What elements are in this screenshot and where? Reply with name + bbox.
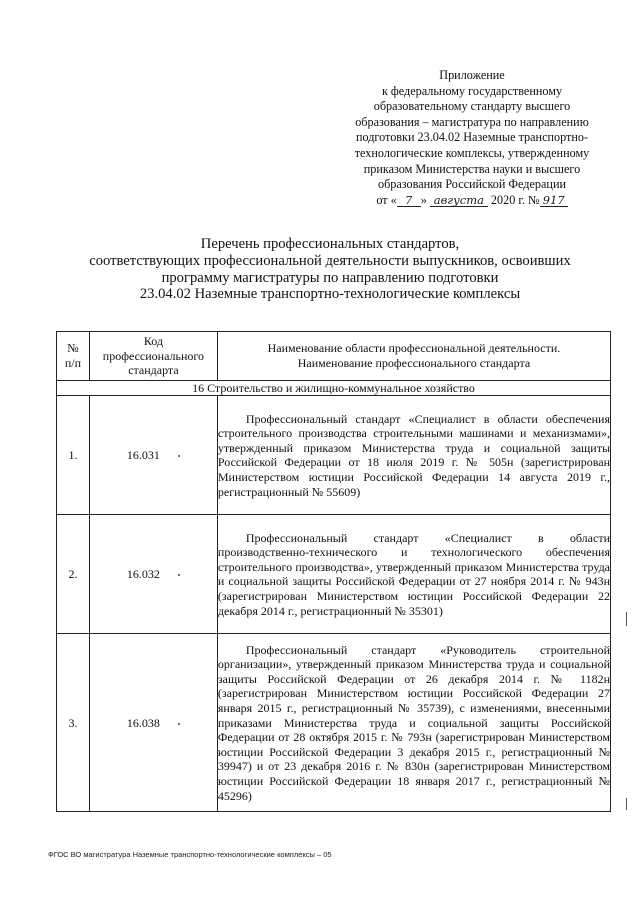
row-code xyxy=(89,634,217,812)
row-number: 1. xyxy=(57,396,90,515)
table-header-row xyxy=(57,332,611,381)
header-code-line: стандарта xyxy=(128,363,179,378)
date-mid: » xyxy=(420,192,427,207)
title-line: 23.04.02 Наземные транспортно-технологические комплексы xyxy=(139,286,521,303)
appendix-block xyxy=(337,68,607,208)
appendix-line: образовательному стандарту высшего xyxy=(373,99,571,114)
table-row xyxy=(57,634,611,812)
header-code-line: профессионального xyxy=(102,348,205,363)
row-description xyxy=(217,515,610,634)
table-row xyxy=(57,396,611,515)
row-code-text: 16.032 xyxy=(126,567,160,582)
appendix-line: подготовки 23.04.02 Наземные транспортно- xyxy=(355,130,589,145)
standards-table xyxy=(56,331,611,812)
appendix-line: образования Российской Федерации xyxy=(377,177,566,192)
row-code xyxy=(89,396,217,515)
appendix-line: технологические комплексы, утвержденному xyxy=(354,145,590,160)
row-description xyxy=(217,634,610,812)
row-code-text: 16.031 xyxy=(126,448,160,463)
handwritten-order-number: 917 xyxy=(540,194,568,207)
row-code-text: 16.038 xyxy=(126,715,160,730)
scan-mark-icon xyxy=(626,612,627,626)
date-prefix: от « xyxy=(376,192,397,207)
handwritten-day: 7 xyxy=(397,194,421,207)
row-description-text: Профессиональный стандарт «Специалист в области обеспечения строительного производства строительными машинами и механизмами», утвержденный приказом Министерства труда и социальной защиты Российской Федерации от 18 июля 2019 г. № 505н (зарегистрирован Министерством юстиции Российской Федерации 14 августа 2019 г., регистрационный № 55609) xyxy=(217,411,610,499)
header-name-line: Наименование профессионального стандарта xyxy=(297,355,531,370)
appendix-line: приказом Министерства науки и высшего xyxy=(363,161,581,176)
scan-mark-icon xyxy=(626,798,627,810)
date-year: 2020 г. № xyxy=(490,192,540,207)
row-description xyxy=(217,396,610,515)
table-row xyxy=(57,515,611,634)
header-num-line: № xyxy=(67,341,79,356)
title-line: Перечень профессиональных стандартов, xyxy=(200,236,460,252)
header-name xyxy=(217,332,610,381)
document-title xyxy=(40,236,620,303)
scan-dot-icon xyxy=(178,574,180,576)
appendix-line: к федеральному государственному xyxy=(381,83,563,98)
header-code-line: Код xyxy=(143,334,163,348)
title-line: программу магистратуры по направлению подготовки xyxy=(161,269,499,286)
appendix-line: образования – магистратура по направлению xyxy=(355,114,589,129)
row-description-text: Профессиональный стандарт «Руководитель строительной организации», утвержденный приказом Министерства труда и социальной защиты Российской Федерации от 26 декабря 2014 г. № 1182н (зарегистрирован Министерством юстиции Российской Федерации 27 января 2015 г., регистрационный № 35739), с изменениями, внесенными приказами Министерства труда и социальной защиты Российской Федерации от 28 октября 2015 г. № 793н (зарегистрирован Министерством юстиции Российской Федерации 3 декабря 2015 г., регистрационный № 39947) и от 23 декабря 2016 г. № 830н (зарегистрирован Министерством юстиции Российской Федерации 18 января 2017 г., регистрационный № 45296) xyxy=(217,642,610,803)
order-date-line xyxy=(337,193,607,209)
row-code xyxy=(89,515,217,634)
header-name-line: Наименование области профессиональной деятельности. xyxy=(267,341,561,356)
row-number: 2. xyxy=(57,515,90,634)
page-footer: ФГОС ВО магистратура Наземные транспортно-технологические комплексы – 05 xyxy=(48,850,332,859)
scan-dot-icon xyxy=(178,723,180,725)
scan-dot-icon xyxy=(178,455,180,457)
appendix-line: Приложение xyxy=(439,68,505,82)
handwritten-month: августа xyxy=(430,194,488,207)
section-title: 16 Строительство и жилищно-коммунальное хозяйство xyxy=(57,380,611,396)
title-line: соответствующих профессиональной деятельности выпускников, освоивших xyxy=(89,252,571,269)
header-num-line: п/п xyxy=(64,355,82,370)
header-num xyxy=(57,332,90,381)
row-number: 3. xyxy=(57,634,90,812)
row-description-text: Профессиональный стандарт «Специалист в области производственно-технического и технологического обеспечения строительного производства», утвержденный приказом Министерства труда и социальной защиты Российской Федерации от 27 ноября 2014 г. № 943н (зарегистрирован Министерством юстиции Российской Федерации 22 декабря 2014 г., регистрационный № 35301) xyxy=(217,530,610,618)
header-code xyxy=(89,332,217,381)
section-row xyxy=(57,380,611,396)
